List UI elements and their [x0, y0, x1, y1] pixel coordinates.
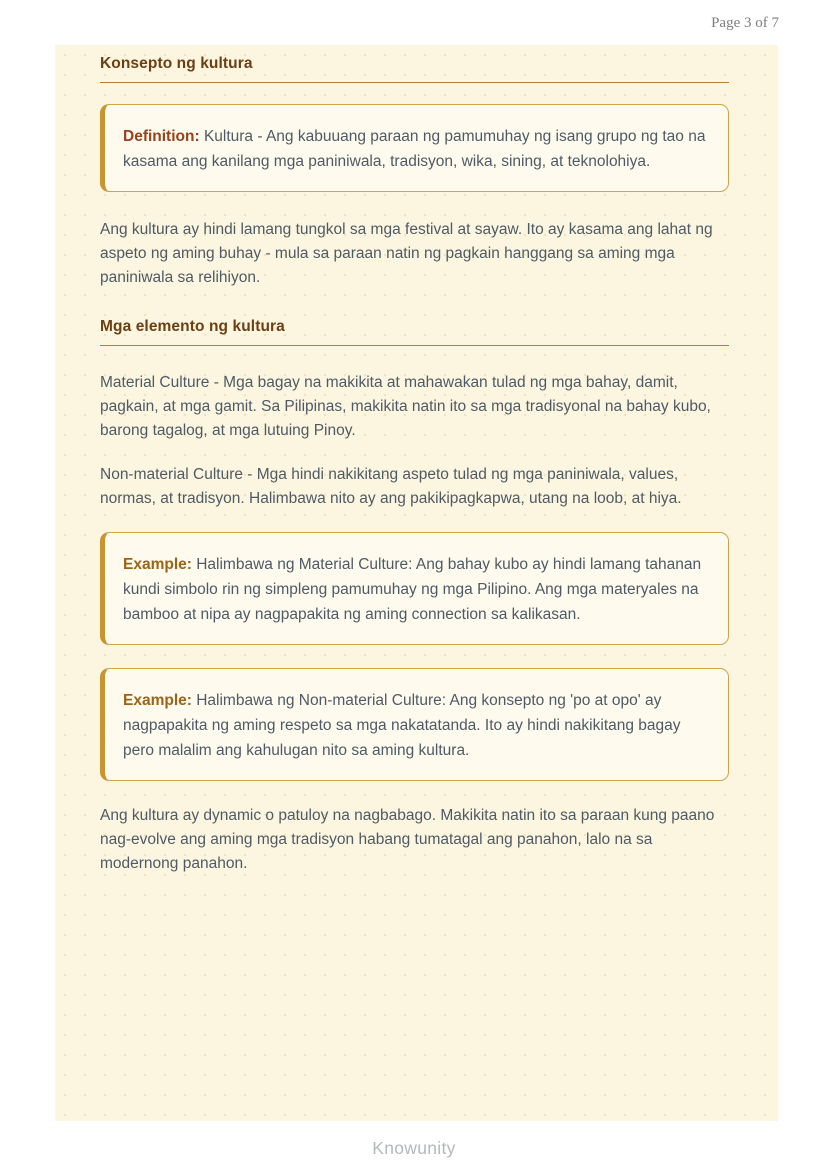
- section-heading-elemento: Mga elemento ng kultura: [100, 318, 285, 335]
- section-heading-konsepto: Konsepto ng kultura: [100, 55, 253, 72]
- heading-rule: [100, 82, 729, 83]
- brand-footer: Knowunity: [372, 1138, 456, 1158]
- example-box-material: [100, 532, 729, 645]
- example-nonmaterial-text: [123, 688, 706, 763]
- example-label: Example:: [123, 692, 192, 709]
- definition-box: [100, 104, 729, 192]
- example-material-text: [123, 552, 706, 627]
- heading-rule: [100, 345, 729, 346]
- paragraph-nonmaterial-culture: Non-material Culture - Mga hindi nakikitang aspeto tulad ng mga paniniwala, values, normas, at tradisyon. Halimbawa nito ay ang pakikipagkapwa, utang na loob, at hiya.: [100, 466, 682, 507]
- definition-body: Kultura - Ang kabuuang paraan ng pamumuhay ng isang grupo ng tao na kasama ang kanilang mga paniniwala, tradisyon, wika, sining, at teknolohiya.: [123, 128, 706, 170]
- document-page: [55, 45, 778, 1121]
- definition-label: Definition:: [123, 128, 200, 145]
- example-box-nonmaterial: [100, 668, 729, 781]
- definition-text: [123, 124, 706, 174]
- page-indicator: Page 3 of 7: [711, 15, 779, 31]
- paragraph-material-culture: Material Culture - Mga bagay na makikita at mahawakan tulad ng mga bahay, damit, pagkain, at mga gamit. Sa Pilipinas, makikita natin ito sa mga tradisyonal na bahay kubo, barong tagalog, at mga lutuing Pinoy.: [100, 374, 711, 439]
- example-nonmaterial-body: Halimbawa ng Non-material Culture: Ang konsepto ng 'po at opo' ay nagpapakita ng aming respeto sa mga nakatatanda. Ito ay hindi nakikitang bagay pero malalim ang kahulugan nito sa aming kultura.: [123, 692, 681, 759]
- example-label: Example:: [123, 556, 192, 573]
- paragraph-kultura-dynamic: Ang kultura ay dynamic o patuloy na nagbabago. Makikita natin ito sa paraan kung paano nag-evolve ang aming mga tradisyon habang tumatagal ang panahon, lalo na sa modernong panahon.: [100, 807, 715, 872]
- paragraph-kultura-intro: Ang kultura ay hindi lamang tungkol sa mga festival at sayaw. Ito ay kasama ang lahat ng aspeto ng aming buhay - mula sa paraan natin ng pagkain hanggang sa aming mga paniniwala sa relihiyon.: [100, 221, 713, 286]
- example-material-body: Halimbawa ng Material Culture: Ang bahay kubo ay hindi lamang tahanan kundi simbolo rin ng simpleng pamumuhay ng mga Pilipino. Ang mga materyales na bamboo at nipa ay nagpapakita ng aming connection sa kalikasan.: [123, 556, 702, 623]
